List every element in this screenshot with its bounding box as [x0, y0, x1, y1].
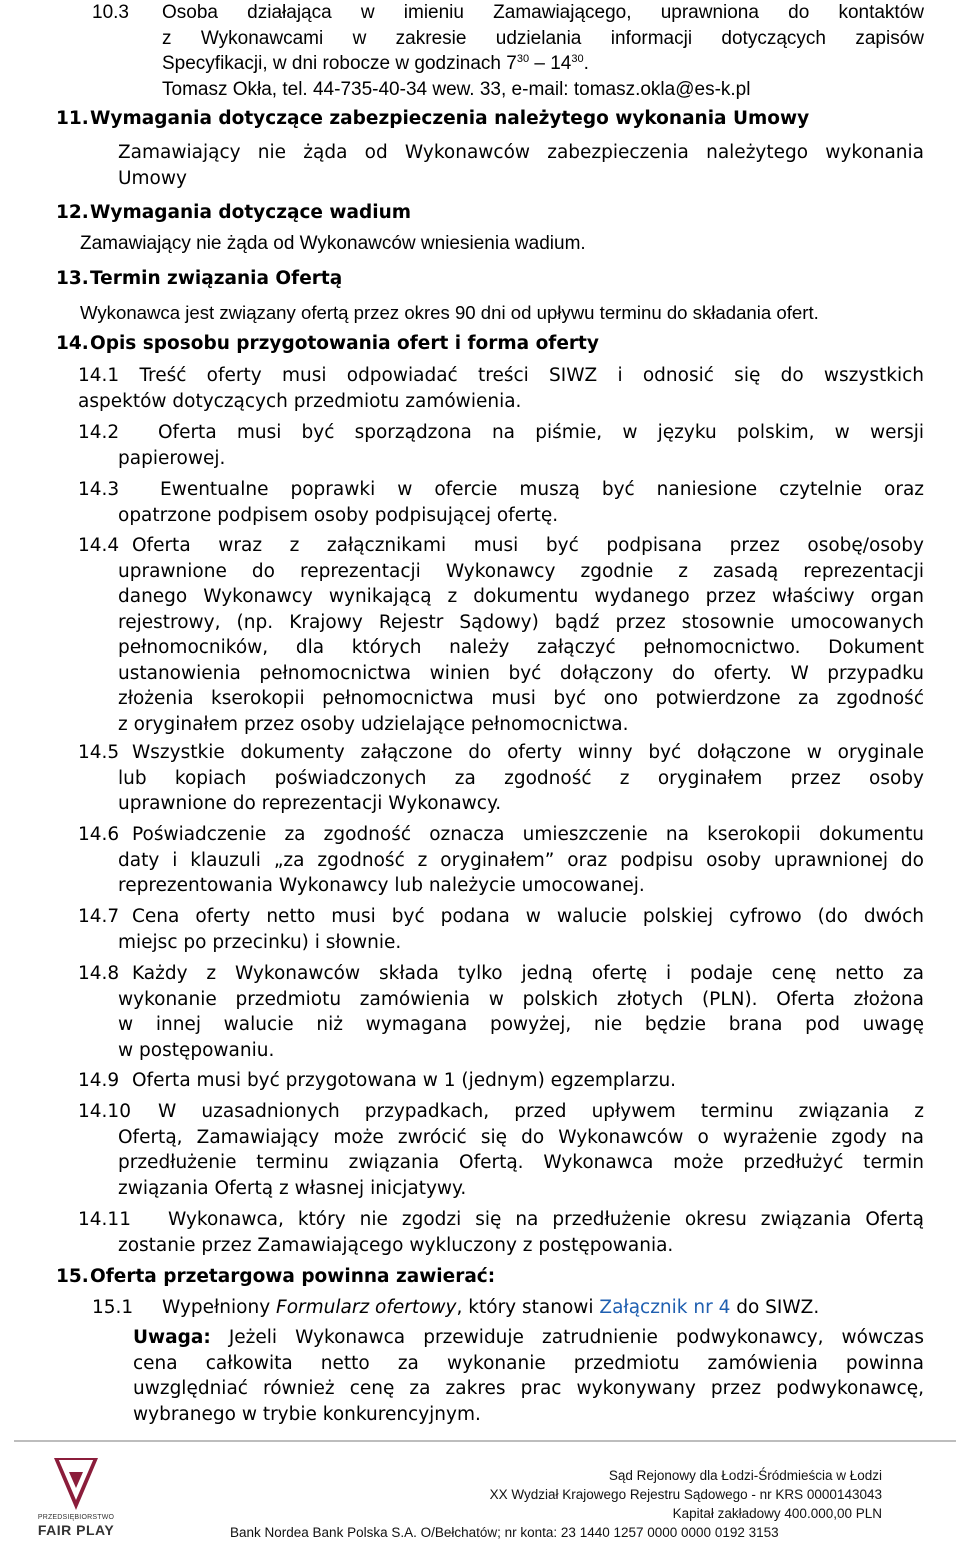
section-14-4-line-1: Oferta wraz z załącznikami musi być podpisana przez osobę/osoby [132, 535, 924, 556]
note-label: Uwaga: [133, 1327, 211, 1348]
section-13-title: Termin związania Ofertą [90, 268, 343, 289]
section-15-1-number: 15.1 [92, 1297, 134, 1318]
section-14-10-line-4: związania Ofertą z własnej inicjatywy. [118, 1177, 467, 1199]
section-14-7-number: 14.7 [78, 906, 120, 927]
note-line-4: wybranego w trybie konkurencyjnym. [133, 1403, 481, 1425]
section-14-10-number: 14.10 [78, 1101, 131, 1122]
footer-krs: XX Wydział Krajowego Rejestru Sądowego - nr KRS 0000143043 [489, 1487, 882, 1502]
logo-caption-top: PRZEDSIĘBIORSTWO [37, 1514, 115, 1521]
section-14-4-line-4: rejestrowy, (np. Krajowy Rejestr Sądowy) bądź przez stosownie umocowanych [118, 611, 924, 633]
section-10-3-line-3: Specyfikacji, w dni robocze w godzinach $7^{30} - 14^{30}$. [162, 53, 589, 74]
section-14-4-line-7: złożenia kserokopii pełnomocnictwa musi być ono potwierdzone za zgodność [118, 688, 924, 709]
section-14-7-line-2: miejsc po przecinku) i słownie. [118, 931, 402, 953]
section-14-6-number: 14.6 [78, 824, 120, 845]
section-14-11-number: 14.11 [78, 1209, 131, 1230]
section-11-number: 11. [56, 108, 89, 129]
section-14-4-number: 14.4 [78, 535, 120, 556]
section-13-number: 13. [56, 268, 89, 289]
section-14-1-line-2: aspektów dotyczących przedmiotu zamówienia. [78, 390, 522, 412]
section-14-3-line-2: opatrzone podpisem osoby podpisującej ofertę. [118, 504, 559, 526]
section-14-6-line-3: reprezentowania Wykonawcy lub należycie umocowanej. [118, 875, 645, 896]
section-14-5-line-3: uprawnione do reprezentacji Wykonawcy. [118, 793, 502, 814]
note-line-2: cena całkowita netto za wykonanie przedmiotu zamówienia powinna [133, 1352, 924, 1374]
section-14-7-line-1: Cena oferty netto musi być podana w walucie polskiej cyfrowo (do dwóch [132, 906, 924, 927]
form-name: Formularz ofertowy [276, 1297, 457, 1318]
section-14-2-number: 14.2 [78, 422, 120, 443]
section-14-5-line-2: lub kopiach poświadczonych za zgodność z oryginałem przez osoby [118, 767, 924, 789]
section-14-number: 14. [56, 333, 89, 354]
section-14-2-line-1: Oferta musi być sporządzona na piśmie, w języku polskim, w wersji [158, 422, 924, 443]
footer-bank: Bank Nordea Bank Polska S.A. O/Bełchatów; nr konta: 23 1440 1257 0000 0000 0192 3153 [230, 1525, 779, 1540]
section-15-1-line: Wypełniony Formularz ofertowy, który stanowi Załącznik nr 4 do SIWZ. [162, 1297, 820, 1318]
section-14-4-line-2: uprawnione do reprezentacji Wykonawcy zgodnie z zasadą reprezentacji [118, 560, 924, 582]
section-13-body: Wykonawca jest związany ofertą przez okres 90 dni od upływu terminu do składania ofert. [80, 302, 819, 323]
section-14-3-line-1: Ewentualne poprawki w ofercie muszą być naniesione czytelnie oraz [160, 479, 924, 500]
attachment-link[interactable]: Załącznik nr 4 [599, 1297, 731, 1318]
section-14-11-line-2: zostanie przez Zamawiającego wykluczony z postępowania. [118, 1234, 674, 1256]
footer-divider [14, 1440, 956, 1442]
section-14-5-number: 14.5 [78, 742, 120, 763]
section-11-body-line-2: Umowy [118, 167, 187, 189]
section-14-5-line-1: Wszystkie dokumenty załączone do oferty winny być dołączone w oryginale [132, 742, 924, 763]
section-14-1-line-1: 14.1 Treść oferty musi odpowiadać treści SIWZ i odnosić się do wszystkich [78, 365, 924, 386]
footer-capital: Kapitał zakładowy 400.000,00 PLN [672, 1506, 882, 1521]
section-15-title: Oferta przetargowa powinna zawierać: [90, 1266, 496, 1287]
section-10-3-line-2: z Wykonawcami w zakresie udzielania informacji dotyczących zapisów [162, 27, 924, 49]
section-15-number: 15. [56, 1266, 89, 1287]
section-14-11-line-1: Wykonawca, który nie zgodzi się na przedłużenie okresu związania Ofertą [168, 1209, 924, 1230]
section-14-10-line-2: Ofertą, Zamawiający może zwrócić się do Wykonawców o wyrażenie zgody na [118, 1126, 924, 1148]
section-14-title: Opis sposobu przygotowania ofert i forma oferty [90, 333, 599, 354]
section-12-number: 12. [56, 202, 89, 223]
section-14-9-line-1: Oferta musi być przygotowana w 1 (jednym) egzemplarzu. [132, 1070, 677, 1091]
section-12-title: Wymagania dotyczące wadium [90, 202, 412, 223]
section-11-body-line-1: Zamawiający nie żąda od Wykonawców zabezpieczenia należytego wykonania [118, 142, 924, 163]
section-14-10-line-1: W uzasadnionych przypadkach, przed upływem terminu związania z [158, 1101, 924, 1122]
company-registration-info [490, 1466, 882, 1523]
note-line-3: uwzględniać również cenę za zakres prac wykonywany przez podwykonawcę, [133, 1378, 924, 1399]
note-line-1: Uwaga: Jeżeli Wykonawca przewiduje zatrudnienie podwykonawcy, wówczas [133, 1327, 924, 1348]
section-14-8-line-1: Każdy z Wykonawców składa tylko jedną ofertę i podaje cenę netto za [132, 963, 924, 984]
section-14-10-line-3: przedłużenie terminu związania Ofertą. Wykonawca może przedłużyć termin [118, 1152, 924, 1173]
section-10-3-line-1: Osoba działająca w imieniu Zamawiającego, uprawniona do kontaktów [162, 2, 924, 23]
section-14-8-line-4: w postępowaniu. [118, 1039, 275, 1061]
section-10-3-number: 10.3 [92, 2, 129, 23]
section-14-8-line-3: w innej walucie niż wymagana powyżej, nie będzie brana pod uwagę [118, 1014, 924, 1035]
logo-caption-main: FAIR PLAY [37, 1522, 115, 1538]
section-14-6-line-1: Poświadczenie za zgodność oznacza umieszczenie na kserokopii dokumentu [132, 824, 924, 845]
section-14-4-line-8: z oryginałem przez osoby udzielające pełnomocnictwa. [118, 713, 629, 735]
section-14-4-line-5: pełnomocników, dla których należy załączyć pełnomocnictwo. Dokument [118, 637, 924, 658]
section-11-title: Wymagania dotyczące zabezpieczenia należytego wykonania Umowy [90, 108, 810, 129]
footer-court: Sąd Rejonowy dla Łodzi-Śródmieścia w Łodzi [608, 1468, 882, 1483]
section-14-9-number: 14.9 [78, 1070, 120, 1091]
section-14-8-line-2: wykonanie przedmiotu zamówienia w polskich złotych (PLN). Oferta złożona [118, 988, 924, 1010]
section-14-6-line-2: daty i klauzuli „za zgodność z oryginałem” oraz podpisu osoby uprawnionej do [118, 849, 924, 871]
section-10-3-contact-line: Tomasz Okła, tel. 44-735-40-34 wew. 33, e-mail: tomasz.okla@es-k.pl [162, 78, 751, 100]
section-14-4-line-6: ustanowienia pełnomocnictwa winien być dołączony do oferty. W przypadku [118, 662, 924, 684]
section-14-4-line-3: danego Wykonawcy wynikającą z dokumentu wydanego przez właściwy organ [118, 586, 924, 607]
section-14-2-line-2: papierowej. [118, 447, 226, 469]
section-14-8-number: 14.8 [78, 963, 120, 984]
section-12-body: Zamawiający nie żąda od Wykonawców wniesienia wadium. [80, 233, 586, 254]
section-14-3-number: 14.3 [78, 479, 120, 500]
